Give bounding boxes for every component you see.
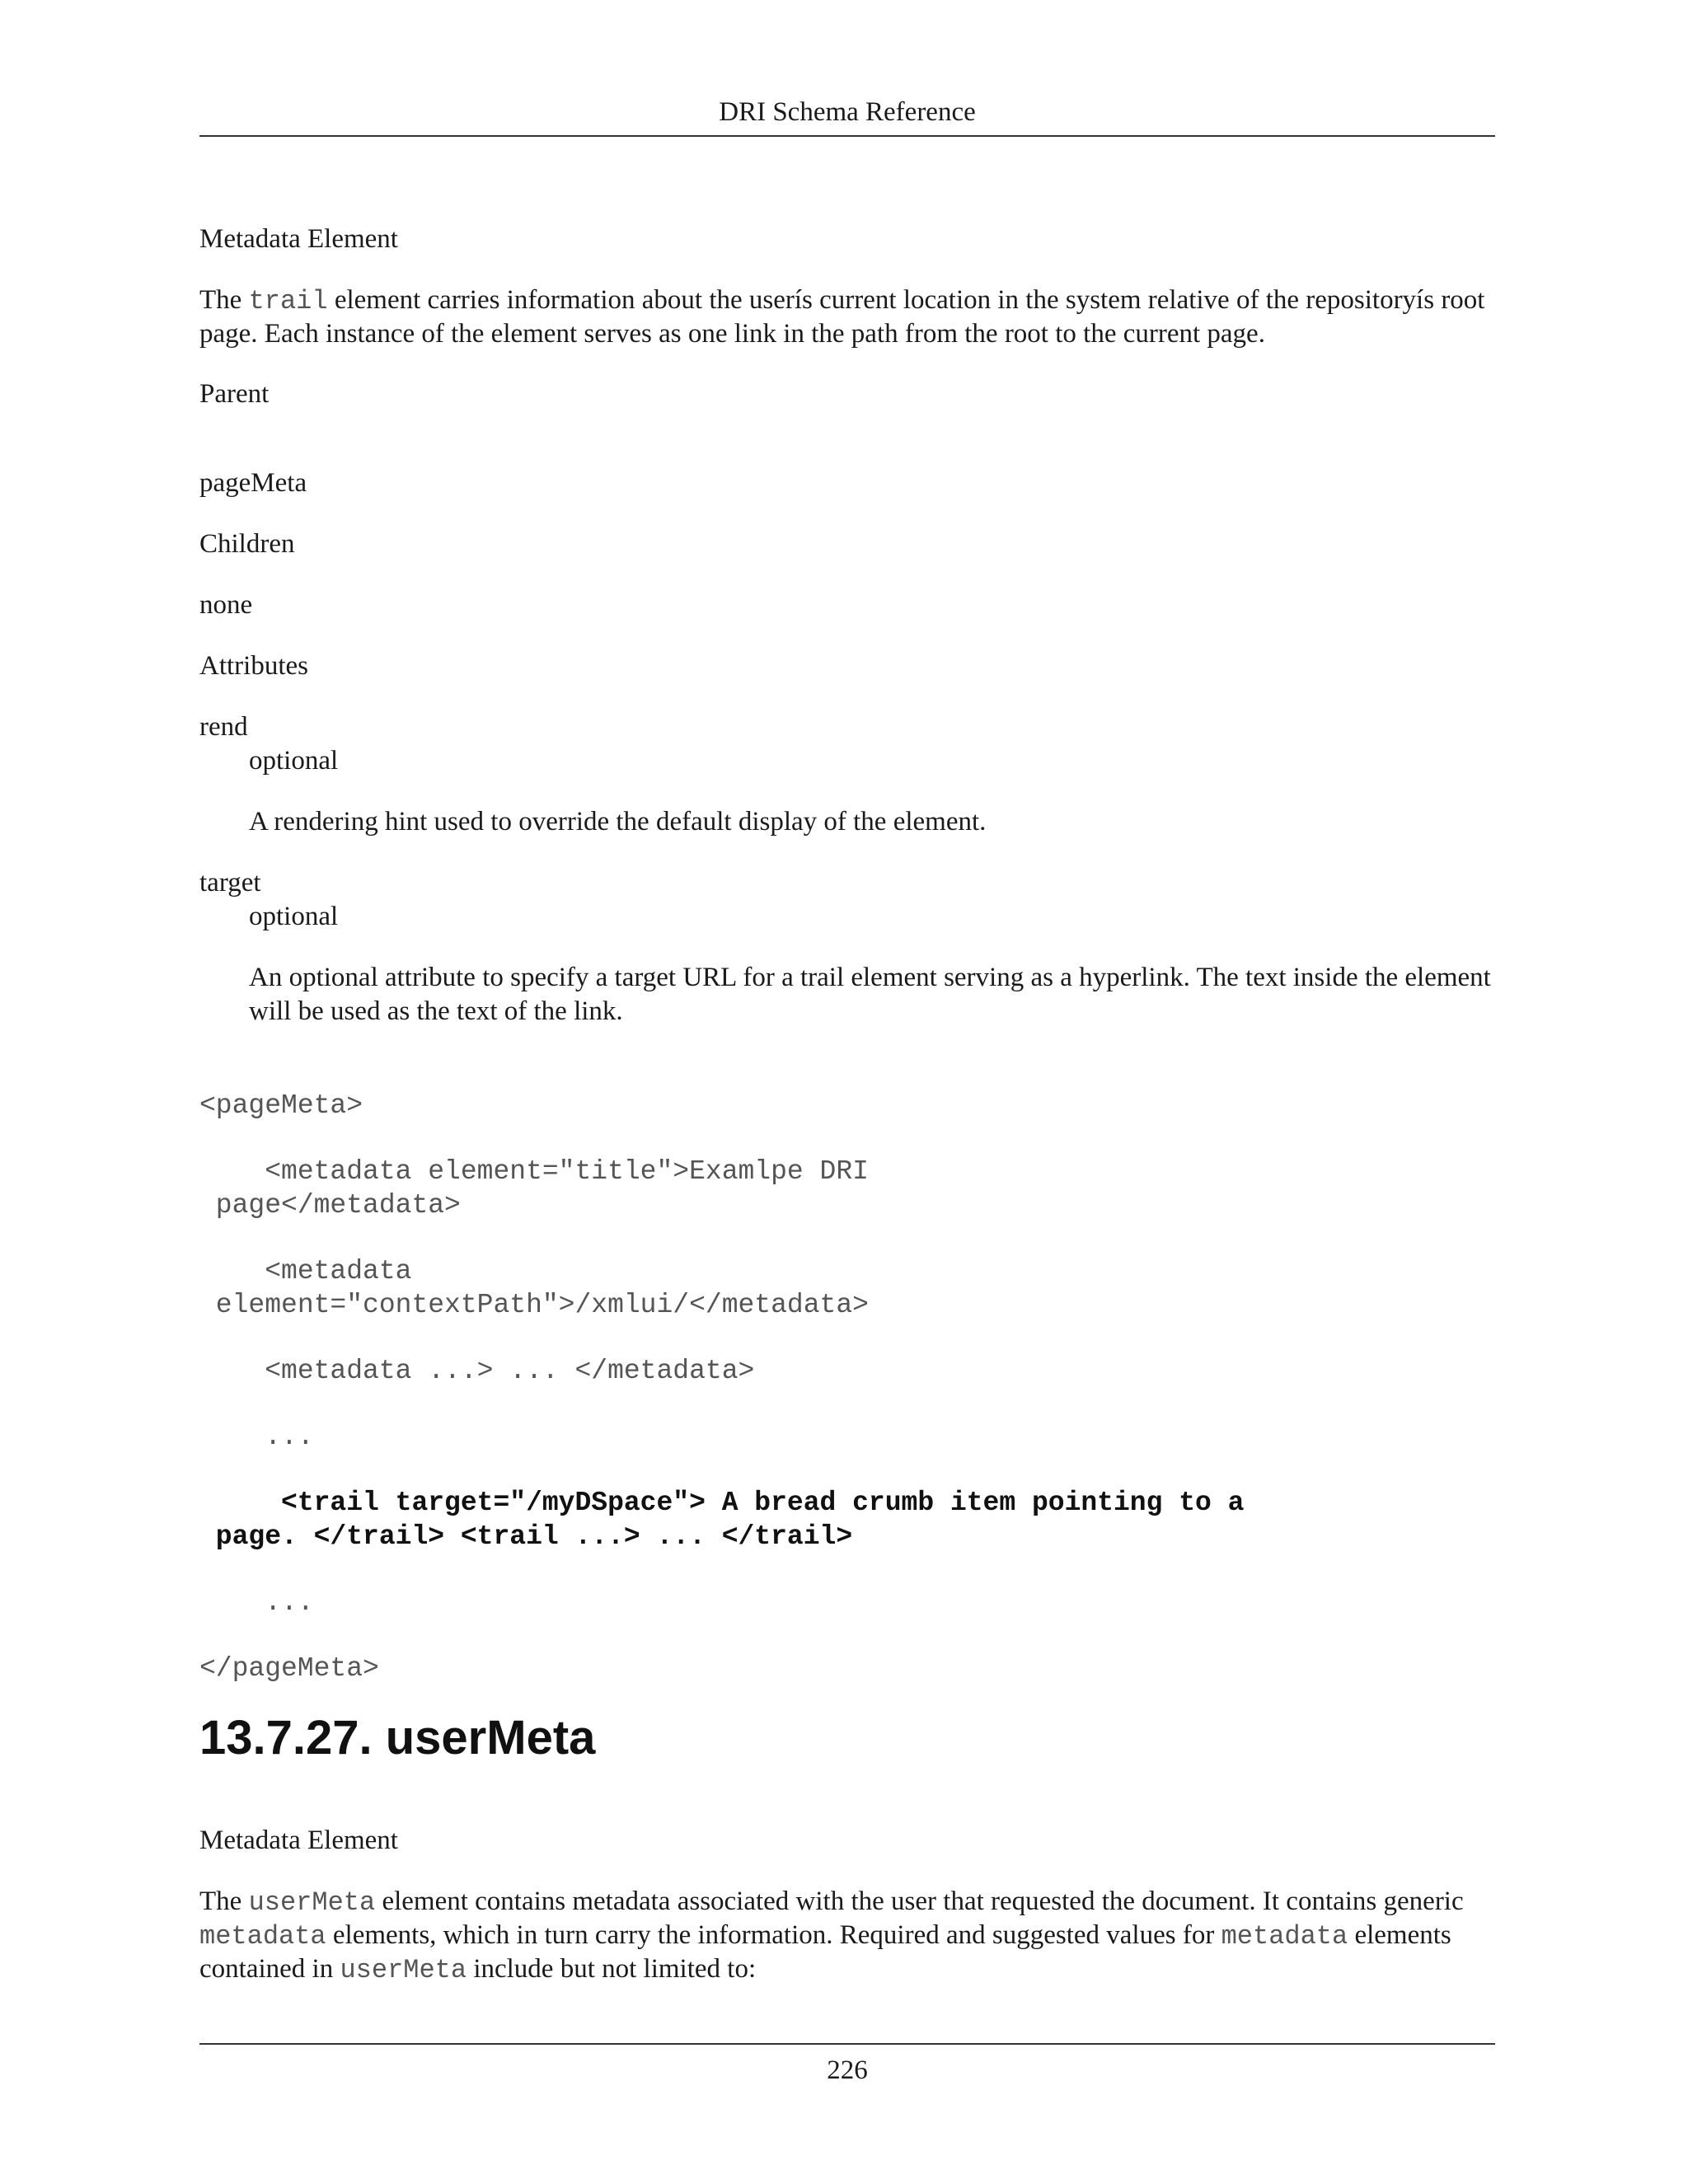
code-line: ... xyxy=(199,1422,314,1452)
trail-description xyxy=(199,284,1495,318)
desc-text: element carries information about the userís current location in the system relative of the repositoryís root xyxy=(327,285,1485,315)
code-line: ... xyxy=(199,1587,314,1618)
code-line: <pageMeta> xyxy=(199,1090,363,1121)
inline-code-usermeta: userMeta xyxy=(248,1887,376,1918)
section-heading: 13.7.27. userMeta xyxy=(199,1711,596,1765)
header-rule xyxy=(199,135,1495,137)
inline-code-usermeta: userMeta xyxy=(340,1955,467,1985)
attribute-desc-target: An optional attribute to specify a target URL for a trail element serving as a hyperlink. The text inside the element xyxy=(249,963,1491,992)
parent-label: Parent xyxy=(199,379,270,409)
code-line-highlight: page. </trail> <trail ...> ... </trail> xyxy=(199,1521,853,1552)
element-type-label: Metadata Element xyxy=(199,1825,398,1855)
usermeta-desc-line3 xyxy=(199,1952,756,1987)
trail-description-line2: page. Each instance of the element serves as one link in the path from the root to the current page. xyxy=(199,319,1265,349)
attribute-desc-rend: A rendering hint used to override the default display of the element. xyxy=(249,807,987,837)
code-line: </pageMeta> xyxy=(199,1653,379,1684)
code-line: <metadata xyxy=(199,1256,412,1286)
element-type-label: Metadata Element xyxy=(199,224,398,254)
desc-text: elements xyxy=(1348,1920,1451,1950)
attribute-req-rend: optional xyxy=(249,746,339,776)
usermeta-desc-line2 xyxy=(199,1919,1495,1953)
running-header: DRI Schema Reference xyxy=(719,97,976,127)
inline-code-trail: trail xyxy=(248,286,328,316)
desc-text: element contains metadata associated with the user that requested the document. It contains generic xyxy=(375,1886,1464,1916)
attribute-name-rend: rend xyxy=(199,712,248,742)
inline-code-metadata: metadata xyxy=(1221,1921,1348,1952)
desc-text: The xyxy=(199,285,249,315)
usermeta-desc-line1 xyxy=(199,1885,1495,1919)
attribute-name-target: target xyxy=(199,868,261,898)
desc-text: elements, which in turn carry the information. Required and suggested values for xyxy=(326,1920,1221,1950)
desc-text: The xyxy=(199,1886,249,1916)
attribute-desc-target-line2: will be used as the text of the link. xyxy=(249,996,623,1026)
children-value: none xyxy=(199,590,253,620)
footer-rule xyxy=(199,2043,1495,2045)
desc-text: include but not limited to: xyxy=(467,1954,757,1984)
attributes-label: Attributes xyxy=(199,651,308,681)
children-label: Children xyxy=(199,529,295,559)
code-line: page</metadata> xyxy=(199,1190,461,1221)
code-line: element="contextPath">/xmlui/</metadata> xyxy=(199,1290,869,1320)
code-line: <metadata element="title">Examlpe DRI xyxy=(199,1156,869,1187)
parent-value: pageMeta xyxy=(199,468,307,498)
code-line: <metadata ...> ... </metadata> xyxy=(199,1356,755,1386)
inline-code-metadata: metadata xyxy=(199,1921,326,1952)
attribute-req-target: optional xyxy=(249,902,339,931)
code-line-highlight: <trail target="/myDSpace"> A bread crumb item pointing to a xyxy=(199,1488,1245,1518)
desc-text: contained in xyxy=(199,1954,340,1984)
page-number: 226 xyxy=(827,2055,868,2085)
